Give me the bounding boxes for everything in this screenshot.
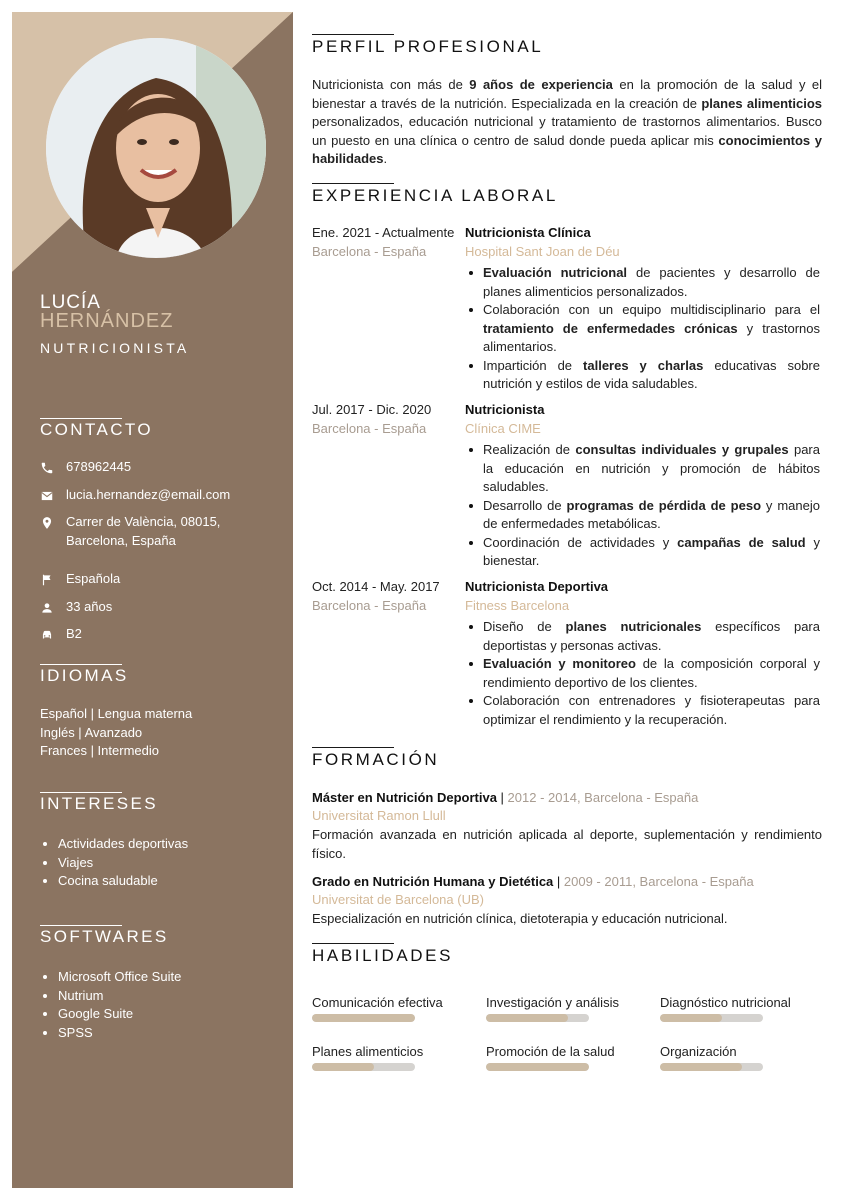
job-company: Clínica CIME <box>465 421 541 436</box>
bullet-text: de la composición corporal y rendimiento deportivo de los clientes. <box>483 656 820 690</box>
job-date: Jul. 2017 - Dic. 2020 <box>312 402 432 417</box>
degree-meta: 2009 - 2011, Barcelona - España <box>563 874 754 889</box>
software-rule <box>40 925 122 926</box>
job-date: Oct. 2014 - May. 2017 <box>312 579 440 594</box>
skill-fill <box>486 1063 589 1071</box>
bullet-highlight: talleres y charlas <box>583 357 704 373</box>
bullet-highlight: programas de pérdida de peso <box>566 497 762 513</box>
school-name: Universitat de Barcelona (UB) <box>312 892 484 907</box>
bullet-text: y bienestar. <box>483 534 820 568</box>
mail-icon <box>40 489 54 503</box>
experience-title: EXPERIENCIA LABORAL <box>312 186 558 205</box>
contact-address <box>40 513 270 550</box>
software-list <box>40 968 181 1042</box>
bullet-text: y trastornos alimentarios. <box>483 320 821 354</box>
contact-email <box>40 486 230 505</box>
contact-text: 678962445 <box>66 459 132 474</box>
first-name: LUCÍA <box>40 292 101 313</box>
bullet-text: Coordinación de actividades y <box>483 534 678 550</box>
degree-name: Máster en Nutrición Deportiva <box>312 790 497 805</box>
skill-item <box>660 1044 825 1071</box>
job-bullet <box>465 441 820 497</box>
bullet-text: Realización de <box>483 442 576 457</box>
skills-title: HABILIDADES <box>312 946 454 965</box>
bullet-text: y manejo de enfermedades metabólicas. <box>483 497 820 531</box>
last-name: HERNÁNDEZ <box>40 310 174 332</box>
profile-segment: en la promoción de la salud y el bienestar a través de la nutrición. Especializada en la creación de <box>312 77 822 111</box>
bullet-text: educativas sobre nutrición y estilos de vida saludables. <box>483 357 820 391</box>
skill-item <box>486 995 651 1022</box>
job-bullets <box>465 441 820 571</box>
contact-nationality <box>40 570 120 589</box>
bullet-highlight: planes nutricionales <box>565 619 702 634</box>
skill-bar <box>312 1014 415 1022</box>
job-location: Barcelona - España <box>312 598 427 613</box>
skill-label: Diagnóstico nutricional <box>660 995 791 1010</box>
software-title: SOFTWARES <box>40 927 169 946</box>
experience-rule <box>312 183 394 184</box>
skill-label: Planes alimenticios <box>312 1044 424 1059</box>
bullet-text: para la educación en nutrición y promoción de hábitos saludables. <box>483 442 820 494</box>
phone-icon <box>40 461 54 475</box>
profile-segment: personalizados, educación nutricional y tratamiento de trastornos alimentarios. Busco un puesto en una clínica o centro de salud donde pueda aplicar mis <box>312 114 822 148</box>
profile-rule <box>312 34 394 35</box>
profile-segment: Nutricionista con más de <box>312 77 470 92</box>
skill-label: Investigación y análisis <box>486 995 619 1010</box>
contact-phone <box>40 458 131 477</box>
contact-text: Española <box>66 571 121 586</box>
skill-bar <box>486 1063 589 1071</box>
bullet-text: Colaboración con entrenadores y fisioterapeutas para optimizar el rendimiento y la recuperación. <box>483 693 820 727</box>
car-icon <box>40 628 54 642</box>
job-title: Nutricionista <box>465 402 545 417</box>
languages-rule <box>40 664 122 665</box>
software-item: Microsoft Office Suite <box>40 968 181 987</box>
bullet-text: específicos para deportistas y personas activas. <box>483 619 820 653</box>
contact-text: lucia.hernandez@email.com <box>66 487 231 502</box>
profile-segment: . <box>383 151 388 166</box>
location-icon <box>40 516 54 530</box>
job-bullet <box>465 692 820 729</box>
skill-bar <box>660 1063 763 1071</box>
job-role: NUTRICIONISTA <box>40 340 190 356</box>
software-item: SPSS <box>40 1024 181 1043</box>
bullet-highlight: tratamiento de enfermedades crónicas <box>483 320 738 336</box>
interest-item: Actividades deportivas <box>40 835 188 854</box>
education-heading <box>312 874 754 889</box>
degree-description: Formación avanzada en nutrición aplicada al deporte, suplementación y rendimiento físico. <box>312 827 822 861</box>
interests-title: INTERESES <box>40 794 158 813</box>
language-item: Frances | Intermedio <box>40 743 159 758</box>
interests-rule <box>40 792 122 793</box>
bullet-highlight: Evaluación nutricional <box>483 265 628 280</box>
contact-text: Carrer de València, 08015, Barcelona, España <box>66 514 221 548</box>
skill-bar <box>486 1014 589 1022</box>
skill-item <box>312 1044 477 1071</box>
job-title: Nutricionista Clínica <box>465 225 591 240</box>
school-name: Universitat Ramon Llull <box>312 808 446 823</box>
job-location: Barcelona - España <box>312 244 427 259</box>
skill-fill <box>660 1063 742 1071</box>
degree-separator: | <box>553 874 564 889</box>
job-bullet <box>465 655 820 692</box>
skills-rule <box>312 943 394 944</box>
skill-fill <box>312 1063 374 1071</box>
degree-meta: 2012 - 2014, Barcelona - España <box>507 790 699 805</box>
contact-text: B2 <box>66 626 82 641</box>
skill-label: Organización <box>660 1044 737 1059</box>
skill-label: Promoción de la salud <box>486 1044 615 1059</box>
profile-photo <box>46 38 266 258</box>
job-bullet <box>465 534 820 571</box>
bullet-text: de pacientes y desarrollo de planes alimenticios personalizados. <box>483 265 820 299</box>
education-title: FORMACIÓN <box>312 750 440 769</box>
languages-title: IDIOMAS <box>40 666 129 685</box>
profile-highlight: planes alimenticios <box>701 95 823 111</box>
languages-list <box>40 705 192 761</box>
bullet-highlight: campañas de salud <box>677 534 806 550</box>
contact-age <box>40 598 112 617</box>
job-title: Nutricionista Deportiva <box>465 579 609 594</box>
skill-fill <box>486 1014 568 1022</box>
sidebar <box>12 12 293 1188</box>
skill-label: Comunicación efectiva <box>312 995 443 1010</box>
skill-item <box>312 995 477 1022</box>
job-bullet <box>465 357 820 394</box>
job-bullets <box>465 618 820 729</box>
language-item: Inglés | Avanzado <box>40 724 143 740</box>
profile-highlight: conocimientos y habilidades <box>312 132 823 166</box>
skill-item <box>660 995 825 1022</box>
job-bullet <box>465 618 820 655</box>
skill-item <box>486 1044 651 1071</box>
job-bullet <box>465 301 820 357</box>
job-bullets <box>465 264 820 394</box>
profile-highlight: 9 años de experiencia <box>469 77 613 92</box>
software-item: Nutrium <box>40 987 181 1006</box>
language-item: Español | Lengua materna <box>40 706 193 721</box>
job-company: Hospital Sant Joan de Déu <box>465 244 620 259</box>
skill-bar <box>660 1014 763 1022</box>
degree-name: Grado en Nutrición Humana y Dietética <box>312 874 554 889</box>
bullet-highlight: consultas individuales y grupales <box>575 442 789 457</box>
person-icon <box>40 601 54 615</box>
skill-fill <box>660 1014 722 1022</box>
contact-license <box>40 625 82 644</box>
contact-title: CONTACTO <box>40 420 154 439</box>
education-heading <box>312 790 698 805</box>
job-date: Ene. 2021 - Actualmente <box>312 225 455 240</box>
contact-rule <box>40 418 122 419</box>
software-item: Google Suite <box>40 1005 181 1024</box>
bullet-text: Colaboración con un equipo multidisciplinario para el <box>483 302 820 317</box>
job-company: Fitness Barcelona <box>465 598 570 613</box>
job-bullet <box>465 264 820 301</box>
interest-item: Viajes <box>40 854 188 873</box>
job-location: Barcelona - España <box>312 421 427 436</box>
skill-bar <box>312 1063 415 1071</box>
profile-title: PERFIL PROFESIONAL <box>312 37 544 56</box>
bullet-highlight: Evaluación y monitoreo <box>483 656 636 671</box>
degree-separator: | <box>496 790 508 805</box>
education-rule <box>312 747 394 748</box>
bullet-text: Diseño de <box>483 619 566 634</box>
contact-text: 33 años <box>66 599 113 614</box>
degree-description: Especialización en nutrición clínica, dietoterapia y educación nutricional. <box>312 911 728 926</box>
flag-icon <box>40 573 54 587</box>
interests-list <box>40 835 188 891</box>
interest-item: Cocina saludable <box>40 872 188 891</box>
bullet-text: Impartición de <box>483 357 584 373</box>
skill-fill <box>312 1014 415 1022</box>
job-bullet <box>465 497 820 534</box>
bullet-text: Desarrollo de <box>483 497 567 513</box>
profile-text <box>312 76 822 169</box>
